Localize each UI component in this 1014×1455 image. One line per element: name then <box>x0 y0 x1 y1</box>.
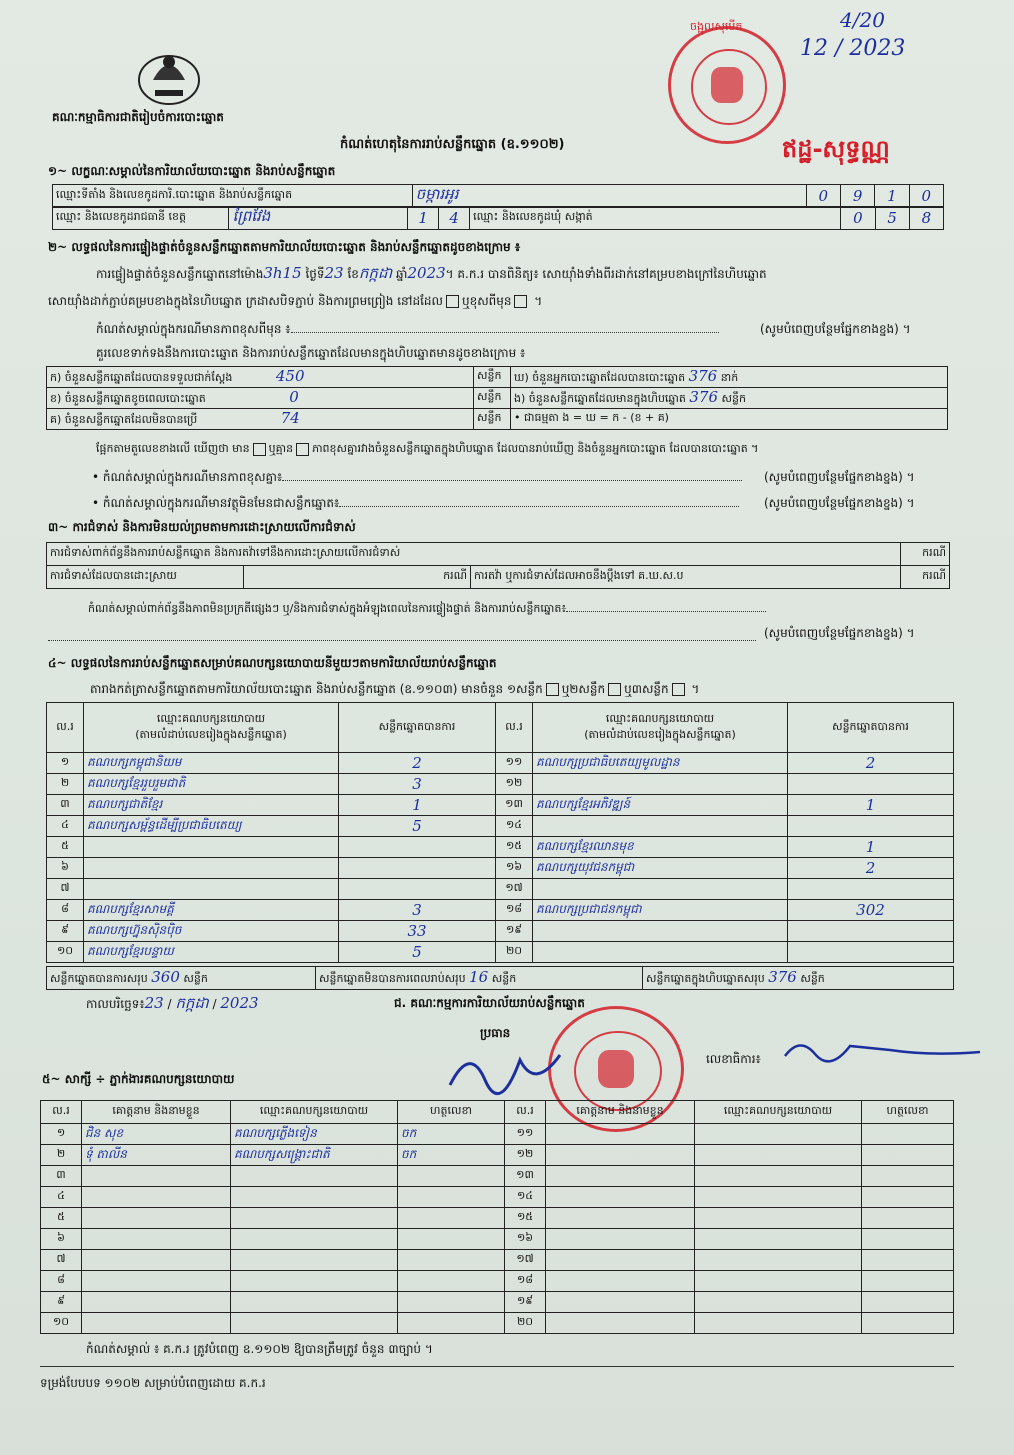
col-votes: សន្លឹកឆ្នោតបានការ <box>339 703 496 753</box>
code-digit: 1 <box>875 185 909 208</box>
count-unit: សន្លឹក <box>474 409 511 430</box>
row-no: ៧ <box>41 1250 82 1271</box>
party-name <box>84 858 339 879</box>
objection-label: ការជំទាស់ពាក់ព័ន្ធនឹងការរាប់សន្លឹកឆ្នោត និងការតវ៉ាទៅនឹងការដោះស្រាយលើការជំទាស់ <box>47 543 901 566</box>
row-no: ១ <box>47 753 84 774</box>
province-digit: 1 <box>408 207 439 230</box>
table-row <box>47 858 954 879</box>
commune-digit: 8 <box>909 207 943 230</box>
commune-digit: 5 <box>875 207 909 230</box>
code-digit: 0 <box>909 185 943 208</box>
col-no: ល.រ <box>505 1101 546 1124</box>
party-name: គណបក្សខ្មែរអភិវឌ្ឍន៍ <box>533 795 788 816</box>
row-no: ៤ <box>41 1187 82 1208</box>
table-row <box>41 1124 954 1145</box>
party-votes: 2 <box>788 858 954 879</box>
section5-heading: ៥~ សាក្សី ÷ ភ្នាក់ងារគណបក្សនយោបាយ <box>42 1072 235 1086</box>
bullet-note-1: • កំណត់សម្គាល់ក្នុងករណីមានភាពខុសគ្នា៖ <box>92 470 742 484</box>
row-no: ១៣ <box>505 1166 546 1187</box>
row-no: ២ <box>41 1145 82 1166</box>
table-row <box>47 795 954 816</box>
witness-name: ទុំ តាលីន <box>82 1145 231 1166</box>
col-no: ល.រ <box>41 1101 82 1124</box>
province-label: ឈ្មោះ និងលេខកូដរាជធានី ខេត្ត <box>53 207 229 230</box>
party-name <box>533 816 788 837</box>
party-name: គណបក្សខ្មែរសាមគ្គី <box>84 900 339 921</box>
witness-signature <box>398 1250 505 1271</box>
witness-name <box>82 1271 231 1292</box>
party-votes <box>339 858 496 879</box>
table-row <box>47 774 954 795</box>
witness-party <box>231 1166 398 1187</box>
witness-party <box>231 1292 398 1313</box>
code-digit: 9 <box>840 185 874 208</box>
witness-signature <box>862 1229 954 1250</box>
row-no: ១០ <box>41 1313 82 1334</box>
section1-heading: ១~ លក្ខណៈសម្គាល់នៃការិយាល័យបោះឆ្នោត និងរាប់សន្លឹកឆ្នោត <box>48 164 336 178</box>
col-party: ឈ្មោះគណបក្សនយោបាយ <box>695 1101 862 1124</box>
count-label: ឃ) ចំនួនអ្នកបោះឆ្នោតដែលបានបោះឆ្នោត 376 នាក់ <box>511 367 948 388</box>
count-label: ក) ចំនួនសន្លឹកឆ្នោតដែលបានទទួលជាក់ស្តែង 450 <box>47 367 474 388</box>
witness-table <box>40 1100 954 1334</box>
party-votes <box>339 837 496 858</box>
count-unit: សន្លឹក <box>474 367 511 388</box>
checkbox[interactable] <box>546 683 559 696</box>
witness-name <box>82 1208 231 1229</box>
commune-digit: 0 <box>841 207 875 230</box>
party-name: គណបក្សប្រជាជនកម្ពុជា <box>533 900 788 921</box>
witness-party <box>695 1250 862 1271</box>
party-votes <box>788 774 954 795</box>
witness-signature <box>398 1313 505 1334</box>
party-votes: 5 <box>339 942 496 963</box>
row-no: ១១ <box>496 753 533 774</box>
chair-label: ប្រធាន <box>480 1026 511 1040</box>
party-votes: 1 <box>788 795 954 816</box>
col-name: គោត្តនាម និងនាមខ្លួន <box>82 1101 231 1124</box>
table-row <box>41 1145 954 1166</box>
section2-line4: គួរលេខទាក់ទងនឹងការបោះឆ្នោត និងការរាប់សន្លឹកឆ្នោតដែលមានក្នុងហិបឆ្នោតមានដូចខាងក្រោម ៖ <box>96 346 526 360</box>
row-no: ១៤ <box>496 816 533 837</box>
form-footer: ទម្រង់បែបបទ ១១០២ សម្រាប់បំពេញដោយ គ.ក.រ <box>40 1376 266 1390</box>
party-votes: 33 <box>339 921 496 942</box>
witness-party <box>231 1187 398 1208</box>
witness-party <box>231 1229 398 1250</box>
handwritten-note: 4/20 <box>840 8 885 32</box>
section4-intro: តារាងកត់ត្រាសន្លឹកឆ្នោតតាមការិយាល័យបោះឆ្នោត និងរាប់សន្លឹកឆ្នោត (ឧ.១១០៣) មានចំនួន ១សន្លឹក ឬ២សន្លឹក ឬ៣សន្លឹក ។ <box>90 682 700 696</box>
party-name: គណបក្សយុវជនកម្ពុជា <box>533 858 788 879</box>
witness-party <box>231 1271 398 1292</box>
objection-table <box>46 542 950 589</box>
section2-line3: កំណត់សម្គាល់ក្នុងករណីមានភាពខុសពីមុន ៖ <box>96 322 719 336</box>
handwritten-date: 12 / 2023 <box>800 36 906 61</box>
witness-party <box>231 1250 398 1271</box>
witness-name <box>546 1229 695 1250</box>
party-votes: 2 <box>339 753 496 774</box>
witness-signature <box>862 1187 954 1208</box>
witness-name <box>82 1166 231 1187</box>
table-row <box>41 1229 954 1250</box>
witness-signature <box>862 1145 954 1166</box>
form-title: កំណត់ហេតុនៃការរាប់សន្លឹកឆ្នោត (ឧ.១១០២) <box>340 137 565 152</box>
row-no: ១០ <box>47 942 84 963</box>
row-no: ៦ <box>47 858 84 879</box>
row-no: ៤ <box>47 816 84 837</box>
results-totals <box>46 966 954 990</box>
table-row <box>47 753 954 774</box>
party-name <box>533 942 788 963</box>
witness-party <box>695 1145 862 1166</box>
row-no: ៩ <box>47 921 84 942</box>
secretary-label: លេខាធិការ៖ <box>706 1052 761 1066</box>
footnote: កំណត់សម្គាល់ ៖ គ.ក.រ ត្រូវបំពេញ ឧ.១១០២ ឱ្យបានត្រឹមត្រូវ ចំនួន ៣ច្បាប់ ។ <box>86 1342 433 1356</box>
col-no: ល.រ <box>496 703 533 753</box>
row-no: ១១ <box>505 1124 546 1145</box>
row-no: ២០ <box>496 942 533 963</box>
section2-line2: សោយ៉ាំងដាក់ភ្ជាប់គម្របខាងក្នុងនៃហិបឆ្នោត ក្រដាសបិទភ្ជាប់ និងការព្រមព្រៀង នៅដដែល ឬខុសពីមុន ។ <box>48 294 543 308</box>
party-name <box>533 774 788 795</box>
result-date: កាលបរិច្ឆេទ៖23 / កក្កដា / 2023 <box>86 994 259 1012</box>
witness-signature <box>398 1166 505 1187</box>
table-row <box>41 1313 954 1334</box>
party-votes <box>788 879 954 900</box>
row-no: ១៩ <box>505 1292 546 1313</box>
witness-signature <box>862 1208 954 1229</box>
section3-heading: ៣~ ការជំទាស់ និងការមិនយល់ព្រមតាមការដោះស្រាយលើការជំទាស់ <box>48 520 356 534</box>
witness-party <box>695 1124 862 1145</box>
party-votes <box>788 921 954 942</box>
count-label: ង) ចំនួនសន្លឹកឆ្នោតដែលមានក្នុងហិបឆ្នោត 376 សន្លឹក <box>511 388 948 409</box>
witness-signature <box>398 1292 505 1313</box>
witness-name <box>82 1229 231 1250</box>
witness-signature <box>862 1292 954 1313</box>
party-name: គណបក្សជាតិខ្មែរ <box>84 795 339 816</box>
party-name <box>533 921 788 942</box>
party-votes <box>339 879 496 900</box>
witness-party <box>695 1292 862 1313</box>
row-no: ៥ <box>41 1208 82 1229</box>
checkbox[interactable] <box>296 443 309 456</box>
row-no: ៨ <box>41 1271 82 1292</box>
row-no: ១៨ <box>505 1271 546 1292</box>
section4-heading: ៤~ លទ្ធផលនៃការរាប់សន្លឹកឆ្នោតសម្រាប់គណបក្សនយោបាយនីមួយៗតាមការិយាល័យរាប់សន្លឹកឆ្នោត <box>48 656 497 670</box>
row-no: ១៨ <box>496 900 533 921</box>
red-handwritten-title: ឥដ្ឋ-សុទ្ធណ្ណ <box>782 135 890 163</box>
witness-name <box>546 1124 695 1145</box>
table-row <box>41 1208 954 1229</box>
checkbox[interactable] <box>608 683 621 696</box>
witness-party <box>695 1166 862 1187</box>
table-row <box>41 1271 954 1292</box>
count-label: គ) ចំនួនសន្លឹកឆ្នោតដែលមិនបានប្រើ 74 <box>47 409 474 430</box>
witness-name: ជិន សុខ <box>82 1124 231 1145</box>
witness-party <box>695 1313 862 1334</box>
row-no: ១៧ <box>496 879 533 900</box>
row-no: ១៥ <box>505 1208 546 1229</box>
commune-label: ឈ្មោះ និងលេខកូដឃុំ សង្កាត់ <box>470 207 841 230</box>
table-row <box>41 1250 954 1271</box>
witness-name <box>546 1208 695 1229</box>
party-votes: 5 <box>339 816 496 837</box>
witness-name <box>82 1187 231 1208</box>
witness-signature <box>862 1313 954 1334</box>
fill-note: (សូមបំពេញបន្ថែមផ្នែកខាងខ្នង) ។ <box>760 322 911 336</box>
witness-name <box>82 1313 231 1334</box>
checkbox[interactable] <box>514 295 527 308</box>
witness-party <box>695 1187 862 1208</box>
secretary-signature-icon <box>780 1026 990 1070</box>
witness-party: គណបក្សសង្គ្រោះជាតិ <box>231 1145 398 1166</box>
table-row <box>41 1292 954 1313</box>
col-sign: ហត្ថលេខា <box>862 1101 954 1124</box>
section1-table-row2 <box>52 206 944 230</box>
party-votes: 1 <box>339 795 496 816</box>
witness-name <box>546 1145 695 1166</box>
witness-signature: ចក <box>398 1124 505 1145</box>
witness-party <box>231 1313 398 1334</box>
col-party: ឈ្មោះគណបក្សនយោបាយ <box>231 1101 398 1124</box>
row-no: ៨ <box>47 900 84 921</box>
witness-party <box>231 1208 398 1229</box>
witness-name <box>546 1313 695 1334</box>
witness-party <box>695 1229 862 1250</box>
count-table <box>46 366 948 430</box>
checkbox[interactable] <box>446 295 459 308</box>
table-row <box>41 1166 954 1187</box>
row-no: ១៥ <box>496 837 533 858</box>
party-name <box>533 879 788 900</box>
row-no: ១៦ <box>496 858 533 879</box>
witness-name <box>546 1166 695 1187</box>
count-label: ខ) ចំនួនសន្លឹកឆ្នោតខូចពេលបោះឆ្នោត 0 <box>47 388 474 409</box>
fill-note: (សូមបំពេញបន្ថែមផ្នែកខាងខ្នង) ។ <box>764 470 915 484</box>
witness-signature <box>862 1250 954 1271</box>
party-votes: 3 <box>339 774 496 795</box>
nec-emblem-icon <box>133 40 205 108</box>
section2-line5: ផ្អែកតាមតួលេខខាងលើ ឃើញថា មាន ឬគ្មាន ភាពខុសគ្នារវាងចំនួនសន្លឹកឆ្នោតក្នុងហិបឆ្នោត ដែលបានរាប់ឃើញ និងចំនួនអ្នកបោះឆ្នោត ដែលបានបោះឆ្នោត ។ <box>96 442 759 455</box>
section1-table <box>52 184 944 208</box>
org-name: គណៈកម្មាធិការជាតិរៀបចំការបោះឆ្នោត <box>52 110 224 124</box>
witness-name <box>546 1250 695 1271</box>
col-party: ឈ្មោះគណបក្សនយោបាយ (តាមលំដាប់លេខរៀងក្នុងសន្លឹកឆ្នោត) <box>84 703 339 753</box>
case-label: ករណី <box>244 566 471 589</box>
witness-name <box>82 1250 231 1271</box>
col-sign: ហត្ថលេខា <box>398 1101 505 1124</box>
witness-name <box>546 1271 695 1292</box>
party-votes <box>788 816 954 837</box>
row-no: ១៧ <box>505 1250 546 1271</box>
case-label: ករណី <box>901 543 950 566</box>
party-votes: 302 <box>788 900 954 921</box>
station-value: ចម្ការអូរ <box>412 185 806 208</box>
table-row <box>47 942 954 963</box>
checkbox[interactable] <box>253 443 266 456</box>
party-name: គណបក្សខ្មែររួបរួមជាតិ <box>84 774 339 795</box>
witness-name <box>82 1292 231 1313</box>
witness-signature: ចក <box>398 1145 505 1166</box>
section2-heading: ២~ លទ្ធផលនៃការផ្ទៀងផ្ទាត់ចំនួនសន្លឹកឆ្នោតតាមការិយាល័យបោះឆ្នោត និងរាប់សន្លឹកឆ្នោតដូចខាងក្រោម ៖ <box>48 240 521 254</box>
witness-signature <box>862 1124 954 1145</box>
table-row <box>47 837 954 858</box>
witness-party <box>695 1208 862 1229</box>
fill-note: (សូមបំពេញបន្ថែមផ្នែកខាងខ្នង) ។ <box>764 626 915 640</box>
chair-signature-icon <box>440 1040 580 1104</box>
party-name: គណបក្សហ្វ៊ុនស៊ិនប៉ិច <box>84 921 339 942</box>
party-votes: 2 <box>788 753 954 774</box>
party-name <box>84 837 339 858</box>
table-row <box>47 921 954 942</box>
row-no: ៥ <box>47 837 84 858</box>
appeal-label: ការតវ៉ា ឬការជំទាស់ដែលអាចនឹងប្តឹងទៅ គ.ឃ.ស.ប <box>471 566 901 589</box>
resolved-label: ការជំទាស់ដែលបានដោះស្រាយ <box>47 566 244 589</box>
col-party: ឈ្មោះគណបក្សនយោបាយ (តាមលំដាប់លេខរៀងក្នុងសន្លឹកឆ្នោត) <box>533 703 788 753</box>
row-no: ១៩ <box>496 921 533 942</box>
party-votes: 3 <box>339 900 496 921</box>
witness-signature <box>398 1229 505 1250</box>
col-votes: សន្លឹកឆ្នោតបានការ <box>788 703 954 753</box>
province-digit: 4 <box>439 207 470 230</box>
row-no: ១២ <box>496 774 533 795</box>
table-row <box>41 1187 954 1208</box>
witness-signature <box>862 1271 954 1292</box>
row-no: ៣ <box>47 795 84 816</box>
formula: • ជាធម្មតា ង = ឃ = ក - (ខ + គ) <box>511 409 948 430</box>
party-name: គណបក្សខ្មែរបន្ទាយ <box>84 942 339 963</box>
row-no: ៣ <box>41 1166 82 1187</box>
bullet-note-2: • កំណត់សម្គាល់ក្នុងករណីមានវត្ថុមិនមែនជាសន្លឹកឆ្នោត៖ <box>92 496 739 510</box>
row-no: ២០ <box>505 1313 546 1334</box>
row-no: ៩ <box>41 1292 82 1313</box>
code-digit: 0 <box>806 185 840 208</box>
party-name: គណបក្សប្រជាធិបតេយ្យមូលដ្ឋាន <box>533 753 788 774</box>
col-no: ល.រ <box>47 703 84 753</box>
official-stamp-top <box>668 26 786 144</box>
party-name: គណបក្សខ្មែរឈានមុខ <box>533 837 788 858</box>
count-unit: សន្លឹក <box>474 388 511 409</box>
party-name: គណបក្សកម្ពុជានិយម <box>84 753 339 774</box>
witness-party: គណបក្សភ្លើងទៀន <box>231 1124 398 1145</box>
checkbox[interactable] <box>672 683 685 696</box>
witness-party <box>695 1271 862 1292</box>
witness-signature <box>862 1166 954 1187</box>
table-row <box>47 900 954 921</box>
party-votes: 1 <box>788 837 954 858</box>
row-no: ១៤ <box>505 1187 546 1208</box>
row-no: ៦ <box>41 1229 82 1250</box>
row-no: ១ <box>41 1124 82 1145</box>
station-label: ឈ្មោះទីតាំង និងលេខកូដការិ.បោះឆ្នោត និងរាប់សន្លឹកឆ្នោត <box>53 185 413 208</box>
party-name <box>84 879 339 900</box>
party-name: គណបក្សសម្ព័ន្ធដើម្បីប្រជាធិបតេយ្យ <box>84 816 339 837</box>
row-no: ១៣ <box>496 795 533 816</box>
table-row <box>47 816 954 837</box>
witness-name <box>546 1187 695 1208</box>
witness-signature <box>398 1208 505 1229</box>
committee-label: ជ. គណៈកម្មការការិយាល័យរាប់សន្លឹកឆ្នោត <box>394 996 585 1010</box>
witness-name <box>546 1292 695 1313</box>
row-no: ៧ <box>47 879 84 900</box>
witness-signature <box>398 1187 505 1208</box>
witness-signature <box>398 1271 505 1292</box>
row-no: ២ <box>47 774 84 795</box>
section3-note: កំណត់សម្គាល់ពាក់ព័ន្ធនឹងភាពមិនប្រក្រតីផ្សេងៗ ឬ/និងការជំទាស់ក្នុងអំឡុងពេលនៃការផ្ទៀងផ្ទាត់ និងការរាប់សន្លឹកឆ្នោត៖ <box>88 602 766 616</box>
col-name: គោត្តនាម និងនាមខ្លួន <box>546 1101 695 1124</box>
province-value: ព្រៃវែង <box>229 207 408 230</box>
row-no: ១២ <box>505 1145 546 1166</box>
row-no: ១៦ <box>505 1229 546 1250</box>
stamp-caption: ចង្អុលសុមើត <box>690 20 743 33</box>
table-row <box>47 879 954 900</box>
party-votes <box>788 942 954 963</box>
section2-line1: ការផ្ទៀងផ្ទាត់ចំនួនសន្លឹកឆ្នោតនៅម៉ោង3h15 ថ្ងៃទី23 ខែកក្កដា ឆ្នាំ2023។ គ.ក.រ បានពិនិត្យ៖ សោយ៉ាំងទាំងពីរដាក់នៅគម្របខាងក្រៅនៃហិបឆ្នោត <box>96 264 767 282</box>
total-invalid: សន្លឹកឆ្នោតមិនបានការពេលរាប់សរុប 16 សន្លឹក <box>316 967 643 990</box>
results-table <box>46 702 954 963</box>
case-label: ករណី <box>901 566 950 589</box>
total-in-box: សន្លឹកឆ្នោតក្នុងហិបឆ្នោតសរុប 376 សន្លឹក <box>643 967 954 990</box>
total-valid: សន្លឹកឆ្នោតបានការសរុប 360 សន្លឹក <box>47 967 316 990</box>
fill-note: (សូមបំពេញបន្ថែមផ្នែកខាងខ្នង) ។ <box>764 496 915 510</box>
